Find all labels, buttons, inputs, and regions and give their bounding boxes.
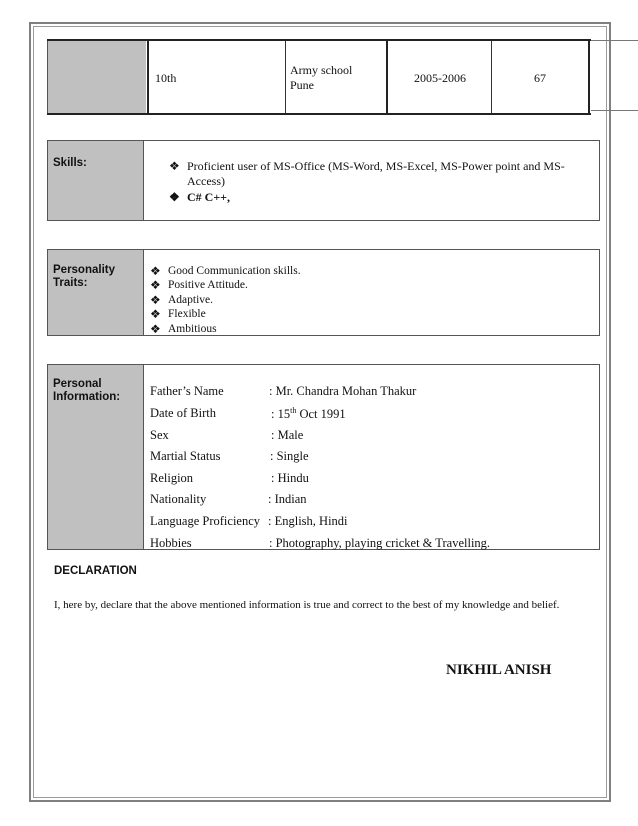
trait-item <box>150 307 301 321</box>
trait-text: Ambitious <box>168 322 217 335</box>
education-row <box>47 39 591 115</box>
diamond-bullet-icon: ❖ <box>169 159 180 173</box>
diamond-bullet-icon: ❖ <box>150 321 161 336</box>
diamond-bullet-icon: ❖ <box>150 264 161 278</box>
diamond-bullet-icon: ❖ <box>169 190 180 204</box>
personal-label-cell <box>48 365 144 549</box>
education-year: 2005-2006 <box>414 71 466 85</box>
personal-row-value: : Mr. Chandra Mohan Thakur <box>269 384 417 398</box>
personal-row-value: : Male <box>271 428 304 442</box>
dob-value-suffix: th <box>290 406 297 415</box>
education-percentage-cell <box>491 41 590 113</box>
personal-row-value <box>271 406 346 422</box>
dob-value-rest: Oct 1991 <box>296 407 346 422</box>
personality-label-cell <box>48 250 144 335</box>
skills-label-cell <box>48 141 144 220</box>
personal-row-value: : Single <box>270 449 309 463</box>
education-institute-cell <box>285 41 386 113</box>
personal-row-label: Date of Birth <box>150 406 216 420</box>
personal-row-value: : Hindu <box>271 471 309 485</box>
personality-label-line1: Personality <box>53 264 115 276</box>
personal-row-label: Father’s Name <box>150 384 224 398</box>
diamond-bullet-icon: ❖ <box>150 307 161 322</box>
education-institute: Army school Pune <box>290 63 353 92</box>
diamond-bullet-icon: ❖ <box>150 292 161 307</box>
trait-text: Adaptive. <box>168 293 214 306</box>
personal-label-line2: Information: <box>53 391 121 403</box>
personal-row-label: Language Proficiency <box>150 514 261 528</box>
skill-text: C# C++, <box>187 190 231 204</box>
personal-label-line1: Personal <box>53 378 102 390</box>
declaration-heading: DECLARATION <box>54 565 137 577</box>
personality-list <box>150 264 301 336</box>
personal-row-label: Sex <box>150 428 169 442</box>
skills-label: Skills: <box>53 157 87 169</box>
personal-row-label: Religion <box>150 471 194 485</box>
education-qualification-cell <box>147 41 286 113</box>
personal-row-label: Hobbies <box>150 536 192 550</box>
trait-item <box>150 278 301 292</box>
skill-text: Proficient user of MS-Office (MS-Word, MS-Excel, MS-Power point and MS-Access) <box>187 159 565 188</box>
personal-info-section <box>47 364 600 550</box>
trait-text: Good Communication skills. <box>168 265 301 277</box>
dob-value-day: : 15 <box>271 407 291 422</box>
education-qualification: 10th <box>155 71 177 85</box>
personal-row-value: : English, Hindi <box>268 514 348 528</box>
personality-section <box>47 249 600 336</box>
education-label-cell <box>47 41 146 113</box>
trait-item <box>150 293 301 307</box>
personal-row-label: Nationality <box>150 492 207 506</box>
table-extension-line <box>591 40 638 41</box>
declaration-text: I, here by, declare that the above mentioned information is true and correct to the best of my knowledge and belief. <box>54 599 560 611</box>
personal-row-label: Martial Status <box>150 449 221 463</box>
personality-label-line2: Traits: <box>53 277 88 289</box>
personal-row-value: : Indian <box>268 492 307 506</box>
personal-row-value: : Photography, playing cricket & Travelling. <box>269 536 491 550</box>
education-percentage: 67 <box>534 71 546 85</box>
skill-item <box>169 190 569 205</box>
table-extension-line <box>591 110 638 111</box>
trait-item <box>150 264 301 278</box>
signature-name: NIKHIL ANISH <box>446 662 552 678</box>
trait-text: Flexible <box>168 308 206 321</box>
trait-text: Positive Attitude. <box>168 279 248 292</box>
skills-list <box>169 159 569 205</box>
skill-item <box>169 159 569 189</box>
skills-section <box>47 140 600 221</box>
education-year-cell <box>386 41 492 113</box>
diamond-bullet-icon: ❖ <box>150 278 161 293</box>
trait-item <box>150 322 301 336</box>
